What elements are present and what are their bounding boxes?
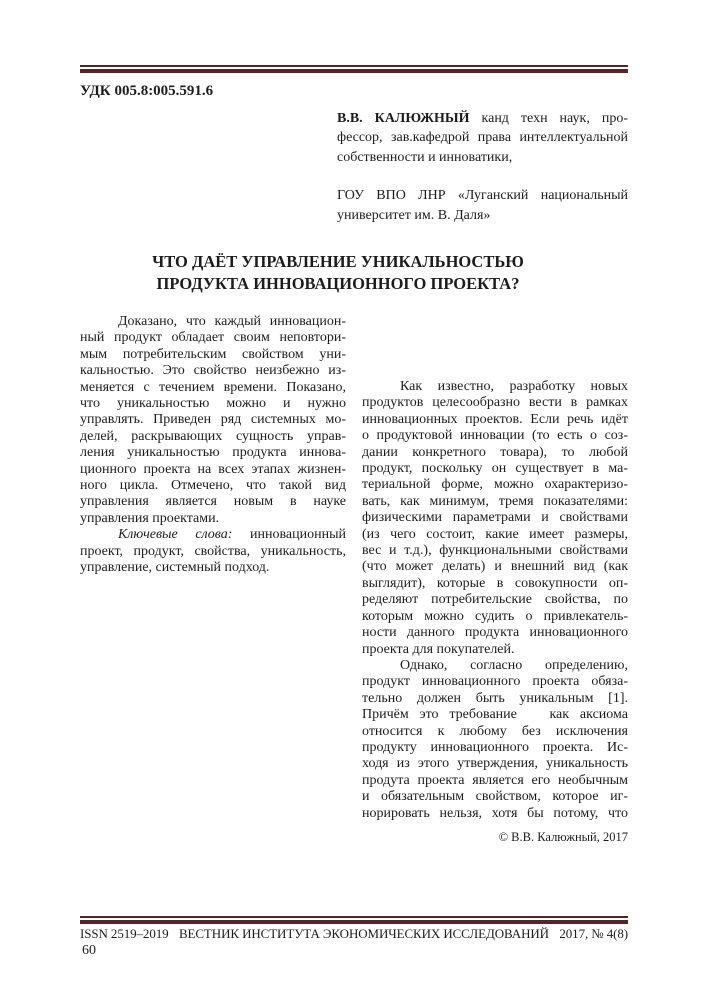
page-number: 60 <box>82 943 96 958</box>
body-line: инновационных проектов. Если речь идёт <box>362 411 628 427</box>
abstract-line: что уникальностью можно и нужно <box>80 396 346 412</box>
body-line: Причём это требование как аксиома <box>362 707 628 723</box>
keywords-line: управление, системный подход. <box>80 560 270 576</box>
author-name: В.В. КАЛЮЖНЫЙ <box>337 111 470 126</box>
title-lines <box>80 251 596 294</box>
body-line: о продуктовой инновации (то есть о соз- <box>362 428 628 444</box>
body-line: (что может делать) и внешний вид (как <box>362 559 628 575</box>
body-paragraph-1 <box>362 379 628 658</box>
rule-thick-line <box>80 69 628 73</box>
abstract-paragraph <box>80 314 346 527</box>
abstract-line: ционного проекта на всех этапах жизнен- <box>80 461 346 477</box>
keywords-paragraph <box>80 527 346 576</box>
body-column <box>362 379 628 822</box>
abstract-column <box>80 314 346 577</box>
author-line: фессор, зав.кафедрой права интеллектуальной <box>337 130 628 146</box>
footer-double-rule <box>80 916 628 924</box>
copyright-notice: © В.В. Калюжный, 2017 <box>498 830 628 844</box>
keywords-label: Ключевые слова: <box>118 527 233 543</box>
body-line: вес и т.д.), функциональными свойствами <box>362 543 628 559</box>
udc-code: УДК 005.8:005.591.6 <box>80 83 214 99</box>
affiliation-paragraph <box>337 186 628 225</box>
abstract-line: управления является новым в науке <box>80 494 346 510</box>
body-paragraph-2 <box>362 658 628 822</box>
abstract-line: мым потребительским свойством уни- <box>80 346 346 362</box>
body-line: выглядит), которые в совокупности оп- <box>362 575 628 591</box>
body-line: териальной форме, можно охарактеризо- <box>362 477 628 493</box>
author-lines <box>337 128 628 167</box>
body-line: продукт инновационного проекта обяза- <box>362 674 628 690</box>
abstract-line: управления проектами. <box>80 510 220 526</box>
article-title <box>80 251 628 294</box>
abstract-line: делей, раскрывающих сущность управ- <box>80 428 346 444</box>
abstract-line: Доказано, что каждый инновацион- <box>118 314 346 329</box>
body-line: продукт, поскольку он существует в ма- <box>362 461 628 477</box>
body-line: продута проекта является его необычным <box>362 772 628 788</box>
abstract-line: ления уникальностью продукта иннова- <box>80 445 346 461</box>
keywords-line: проект, продукт, свойства, уникальность, <box>80 543 346 559</box>
abstract-line: управлять. Приведен ряд системных мо- <box>80 412 346 428</box>
title-line: ЧТО ДАЁТ УПРАВЛЕНИЕ УНИКАЛЬНОСТЬЮ <box>152 252 524 271</box>
body-line: относится к любому без исключения <box>362 723 628 739</box>
abstract-line: кальностью. Это свойство неизбежно из- <box>80 363 346 379</box>
body-line: которым можно судить о привлекатель- <box>362 608 628 624</box>
body-line: ности данного продукта инновационного <box>362 625 628 641</box>
body-line: вать, как минимум, тремя показателями: <box>362 493 628 509</box>
author-paragraph <box>337 109 628 167</box>
body-line: тельно должен быть уникальным [1]. <box>362 690 628 706</box>
body-line: дании конкретного товара), то любой <box>362 444 628 460</box>
body-line: (из чего состоит, какие имеет размеры, <box>362 526 628 542</box>
author-line: собственности и инноватики, <box>337 149 513 165</box>
affiliation-line: университет им. В. Даля» <box>337 207 491 223</box>
author-degrees: канд техн наук, про- <box>481 111 628 126</box>
body-line: и обязательным свойством, которое иг- <box>362 789 628 805</box>
header-double-rule <box>80 65 628 73</box>
title-line: ПРОДУКТА ИННОВАЦИОННОГО ПРОЕКТА? <box>156 273 520 293</box>
author-block <box>337 109 628 225</box>
body-line: Однако, согласно определению, <box>400 657 628 673</box>
rule-thin-line <box>80 916 628 918</box>
keywords-first-word: инновационный <box>250 527 346 543</box>
keywords-line-first <box>80 527 346 543</box>
body-line: физическими параметрами и свойствами <box>362 510 628 526</box>
affiliation-lines <box>337 186 628 225</box>
affiliation-line: ГОУ ВПО ЛНР «Луганский национальный <box>337 188 628 204</box>
body-line: ределяют потребительские свойства, по <box>362 592 628 608</box>
body-line: Как известно, разработку новых <box>400 379 628 394</box>
body-line: норировать нельзя, хотя бы потому, что <box>362 805 628 821</box>
footer-journal-title: ВЕСТНИК ИНСТИТУТА ЭКОНОМИЧЕСКИХ ИССЛЕДОВАНИЙ <box>178 926 549 941</box>
body-line: проекта для покупателей. <box>362 641 515 657</box>
rule-thick-line <box>80 920 628 924</box>
abstract-line: ного цикла. Отмечено, что такой вид <box>80 478 346 494</box>
author-line-first <box>337 109 628 128</box>
keywords-lines <box>80 544 346 577</box>
footer-issn: ISSN 2519–2019 <box>80 926 169 941</box>
abstract-line: меняется с течением времени. Показано, <box>80 379 346 395</box>
rule-thin-line <box>80 65 628 67</box>
body-line: ходя из этого утверждения, уникальность <box>362 756 628 772</box>
body-line: продуктов целесообразно вести в рамках <box>362 395 628 411</box>
footer-issue: 2017, № 4(8) <box>559 926 628 941</box>
journal-footer <box>80 926 628 942</box>
body-line: продукту инновационного проекта. Ис- <box>362 739 628 755</box>
abstract-line: ный продукт обладает своим неповтори- <box>80 330 346 346</box>
